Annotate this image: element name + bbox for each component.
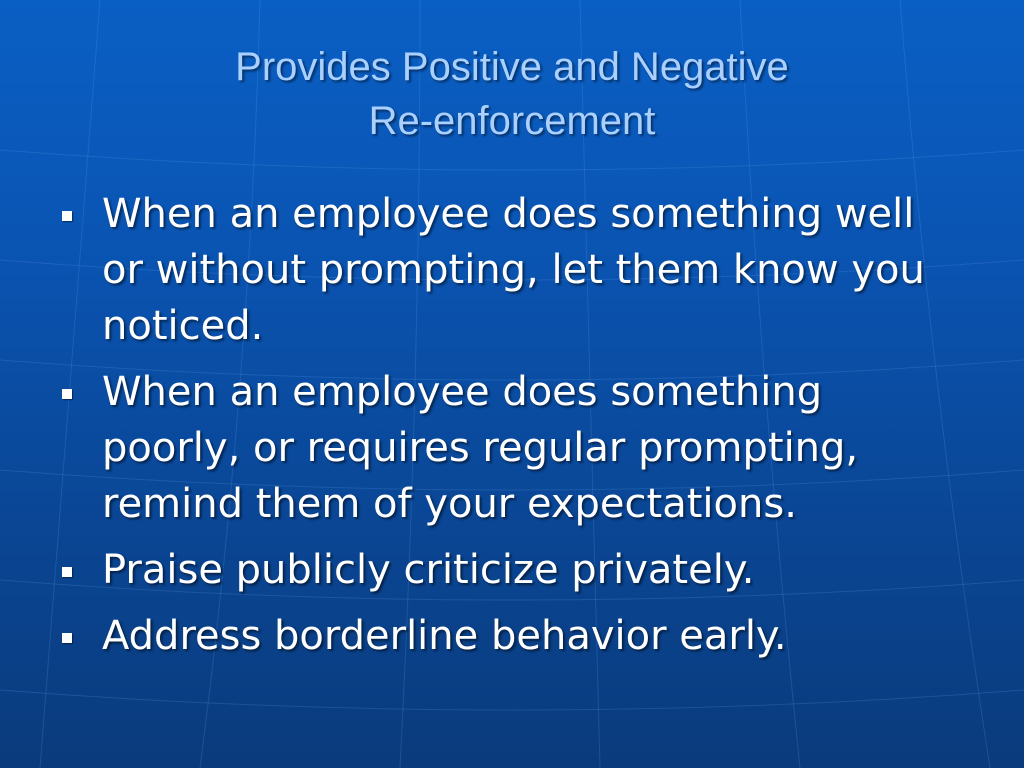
square-bullet-icon bbox=[62, 389, 72, 399]
title-line-2: Re-enforcement bbox=[368, 99, 656, 143]
slide-title bbox=[0, 40, 1024, 148]
bullet-list bbox=[62, 186, 962, 674]
bullet-text: When an employee does something poorly, or requires regular prompting, remind them of your expectations. bbox=[102, 369, 859, 527]
bullet-text: Address borderline behavior early. bbox=[102, 613, 787, 659]
bullet-text: Praise publicly criticize privately. bbox=[102, 547, 755, 593]
bullet-text: When an employee does something well or without prompting, let them know you noticed. bbox=[102, 191, 925, 349]
bullet-item bbox=[62, 608, 962, 664]
title-line-1: Provides Positive and Negative bbox=[235, 45, 789, 89]
square-bullet-icon bbox=[62, 211, 72, 221]
square-bullet-icon bbox=[62, 567, 72, 577]
bullet-item bbox=[62, 542, 962, 598]
square-bullet-icon bbox=[62, 633, 72, 643]
bullet-item bbox=[62, 186, 962, 354]
bullet-item bbox=[62, 364, 962, 532]
